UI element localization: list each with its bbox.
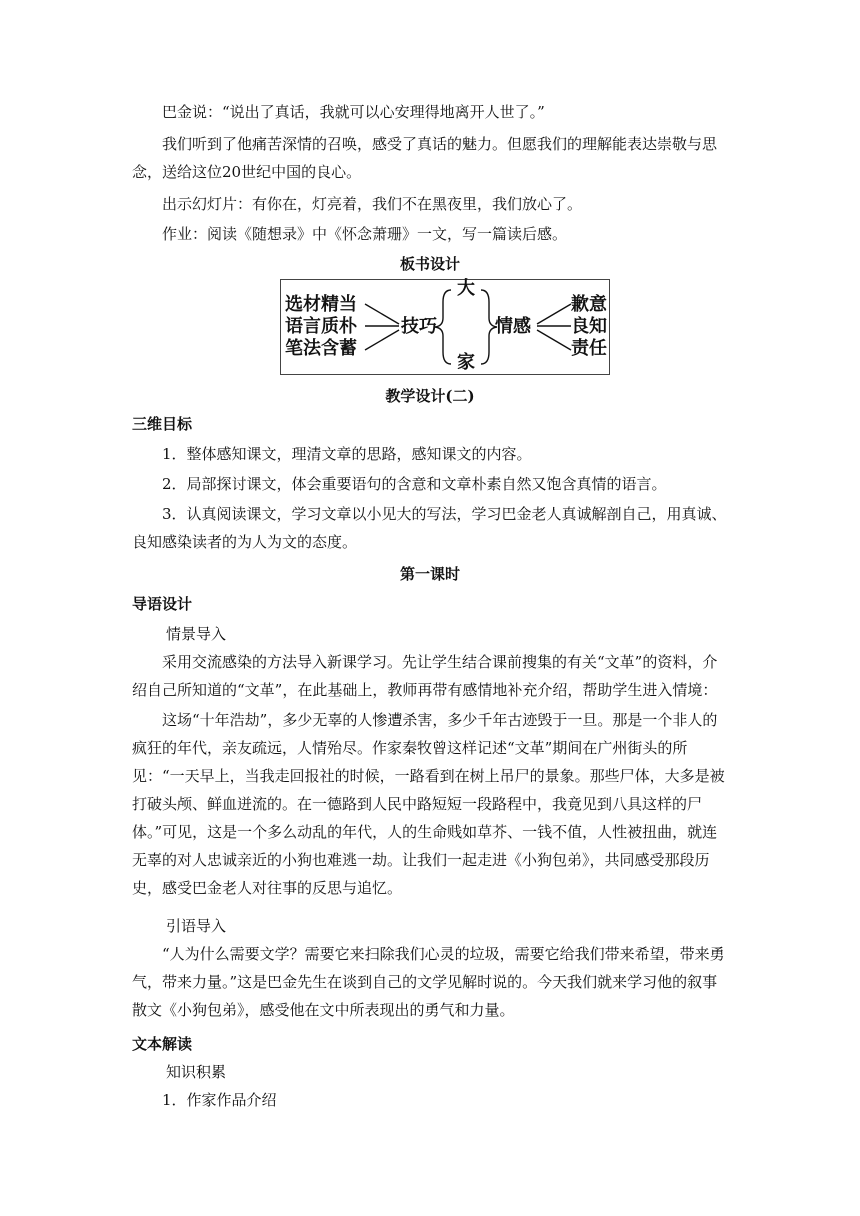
goal-item: 1．整体感知课文，理清文章的思路，感知课文的内容。 [162, 445, 532, 463]
lesson-title: 第一课时 [399, 565, 460, 583]
brace-left [435, 290, 451, 364]
line-left-bottom [365, 330, 399, 350]
board-center-left: 技巧 [401, 316, 437, 337]
paragraph-bajin-quote: 巴金说：“说出了真话，我就可以心安理得地离开人世了。” [162, 103, 545, 121]
label-knowledge: 知识积累 [166, 1063, 227, 1081]
heading-text-reading: 文本解读 [132, 1035, 193, 1053]
board-center-right: 情感 [495, 316, 531, 337]
label-scene-intro: 情景导入 [166, 625, 227, 643]
board-bottom: 家 [457, 352, 475, 373]
board-diagram [280, 279, 610, 375]
board-design-title: 板书设计 [399, 255, 460, 273]
board-right-item: 良知 [571, 316, 607, 337]
line-right-top [537, 304, 571, 324]
goal-item: 2．局部探讨课文，体会重要语句的含意和文章朴素自然又饱含真情的语言。 [162, 475, 667, 493]
line-left-top [365, 304, 399, 324]
goal-item: 3．认真阅读课文，学习文章以小见大的写法，学习巴金老人真诚解剖自己，用真诚、良知感染读者的为人为文的态度。 [132, 505, 727, 551]
board-left-item: 笔法含蓄 [285, 338, 357, 359]
label-quote-intro: 引语导入 [166, 917, 227, 935]
section-title-design2: 教学设计(二) [385, 387, 475, 405]
heading-goals: 三维目标 [132, 415, 193, 433]
paragraph-scene-1: 采用交流感染的方法导入新课学习。先让学生结合课前搜集的有关“文革”的资料，介绍自己所知道的“文革”，在此基础上，教师再带有感情地补充介绍，帮助学生进入情境： [132, 653, 718, 699]
board-left-item: 语言质朴 [285, 316, 357, 337]
paragraph-homework: 作业：阅读《随想录》中《怀念萧珊》一文，写一篇读后感。 [162, 225, 568, 243]
paragraph-summary: 我们听到了他痛苦深情的召唤，感受了真话的魅力。但愿我们的理解能表达崇敬与思念，送给这位20世纪中国的良心。 [132, 135, 718, 181]
board-right-item: 歉意 [571, 294, 607, 315]
heading-intro: 导语设计 [132, 595, 193, 613]
line-right-bottom [537, 330, 571, 350]
paragraph-quote: “人为什么需要文学？需要它来扫除我们心灵的垃圾，需要它给我们带来希望，带来勇气，带来力量。”这是巴金先生在谈到自己的文学见解时说的。今天我们就来学习他的叙事散文《小狗包弟》，感受他在文中所表现出的勇气和力量。 [132, 945, 725, 1019]
board-top: 大 [457, 278, 475, 299]
item-author-intro: 1．作家作品介绍 [162, 1091, 277, 1109]
board-left-item: 选材精当 [285, 294, 357, 315]
paragraph-scene-2: 这场“十年浩劫”，多少无辜的人惨遭杀害，多少千年古迹毁于一旦。那是一个非人的疯狂的年代，亲友疏远，人情殆尽。作家秦牧曾这样记述“文革”期间在广州街头的所见：“一天早上，当我走回报社的时候，一路看到在树上吊尸的景象。那些尸体，大多是被打破头颅、鲜血迸流的。在一德路到人民中路短短一段路程中，我竟见到八具这样的尸体。”可见，这是一个多么动乱的年代，人的生命贱如草芥、一钱不值，人性被扭曲，就连无辜的对人忠诚亲近的小狗也难逃一劫。让我们一起走进《小狗包弟》，共同感受那段历史，感受巴金老人对往事的反思与追忆。 [132, 711, 725, 897]
paragraph-slide: 出示幻灯片：有你在，灯亮着，我们不在黑夜里，我们放心了。 [162, 195, 583, 213]
board-right-item: 责任 [571, 338, 607, 359]
